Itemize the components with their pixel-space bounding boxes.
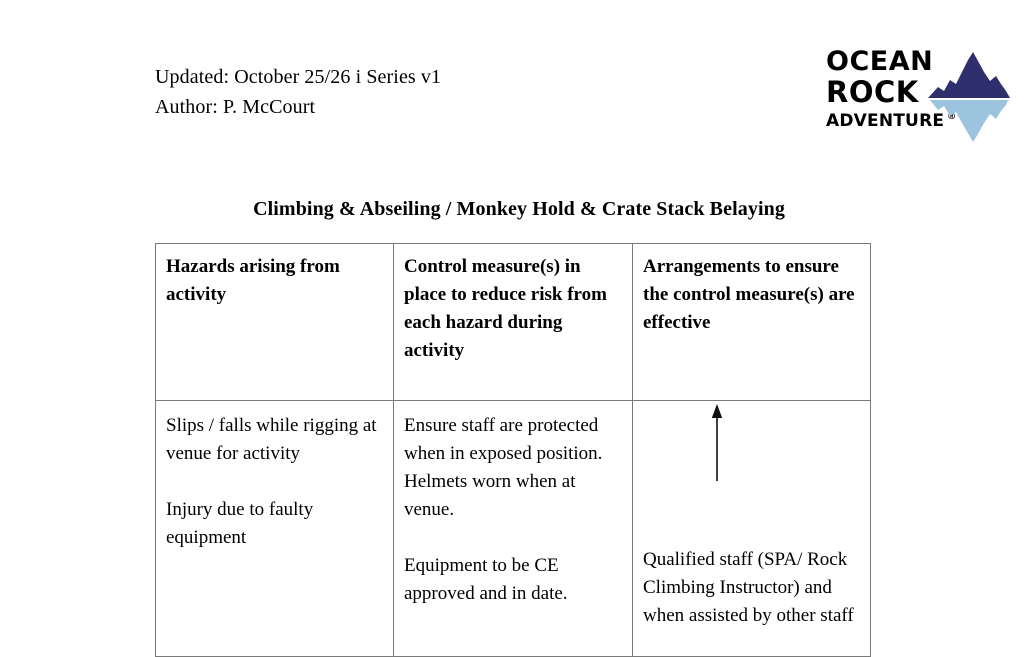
arrow-up-icon	[709, 403, 725, 483]
column-header-hazards: Hazards arising from activity	[156, 244, 394, 401]
author-line: Author: P. McCourt	[155, 96, 316, 118]
control-item-2: Equipment to be CE approved and in date.	[404, 555, 568, 604]
hazard-item-1: Slips / falls while rigging at venue for activity	[166, 415, 377, 464]
cell-arrangements	[633, 401, 871, 657]
column-header-arrangements: Arrangements to ensure the control measure(s) are effective	[633, 244, 871, 401]
table-row	[156, 401, 871, 657]
arrangement-item-1: Qualified staff (SPA/ Rock Climbing Instructor) and when assisted by other staff	[643, 549, 854, 626]
column-header-control-measures: Control measure(s) in place to reduce risk from each hazard during activity	[394, 244, 633, 401]
hazard-item-2: Injury due to faulty equipment	[166, 499, 314, 548]
table-header-row	[156, 244, 871, 401]
cell-hazards	[156, 401, 394, 657]
cell-control-measures	[394, 401, 633, 657]
company-logo	[826, 48, 1012, 144]
logo-line-ocean: OCEAN	[826, 46, 934, 77]
arrangements-top-spacer	[643, 412, 860, 546]
logo-adventure-text: ADVENTURE	[826, 111, 945, 131]
risk-assessment-table	[155, 243, 871, 657]
document-header	[155, 62, 441, 122]
section-title-text: Climbing & Abseiling / Monkey Hold & Crate Stack Belaying	[253, 198, 785, 220]
registered-trademark-icon: ®	[947, 112, 957, 123]
control-item-1: Ensure staff are protected when in exposed position. Helmets worn when at venue.	[404, 415, 603, 520]
section-title	[0, 198, 1024, 221]
updated-line: Updated: October 25/26 i Series v1	[155, 66, 442, 88]
logo-line-rock: ROCK	[826, 75, 919, 109]
iceberg-mountain-icon	[926, 50, 1012, 144]
